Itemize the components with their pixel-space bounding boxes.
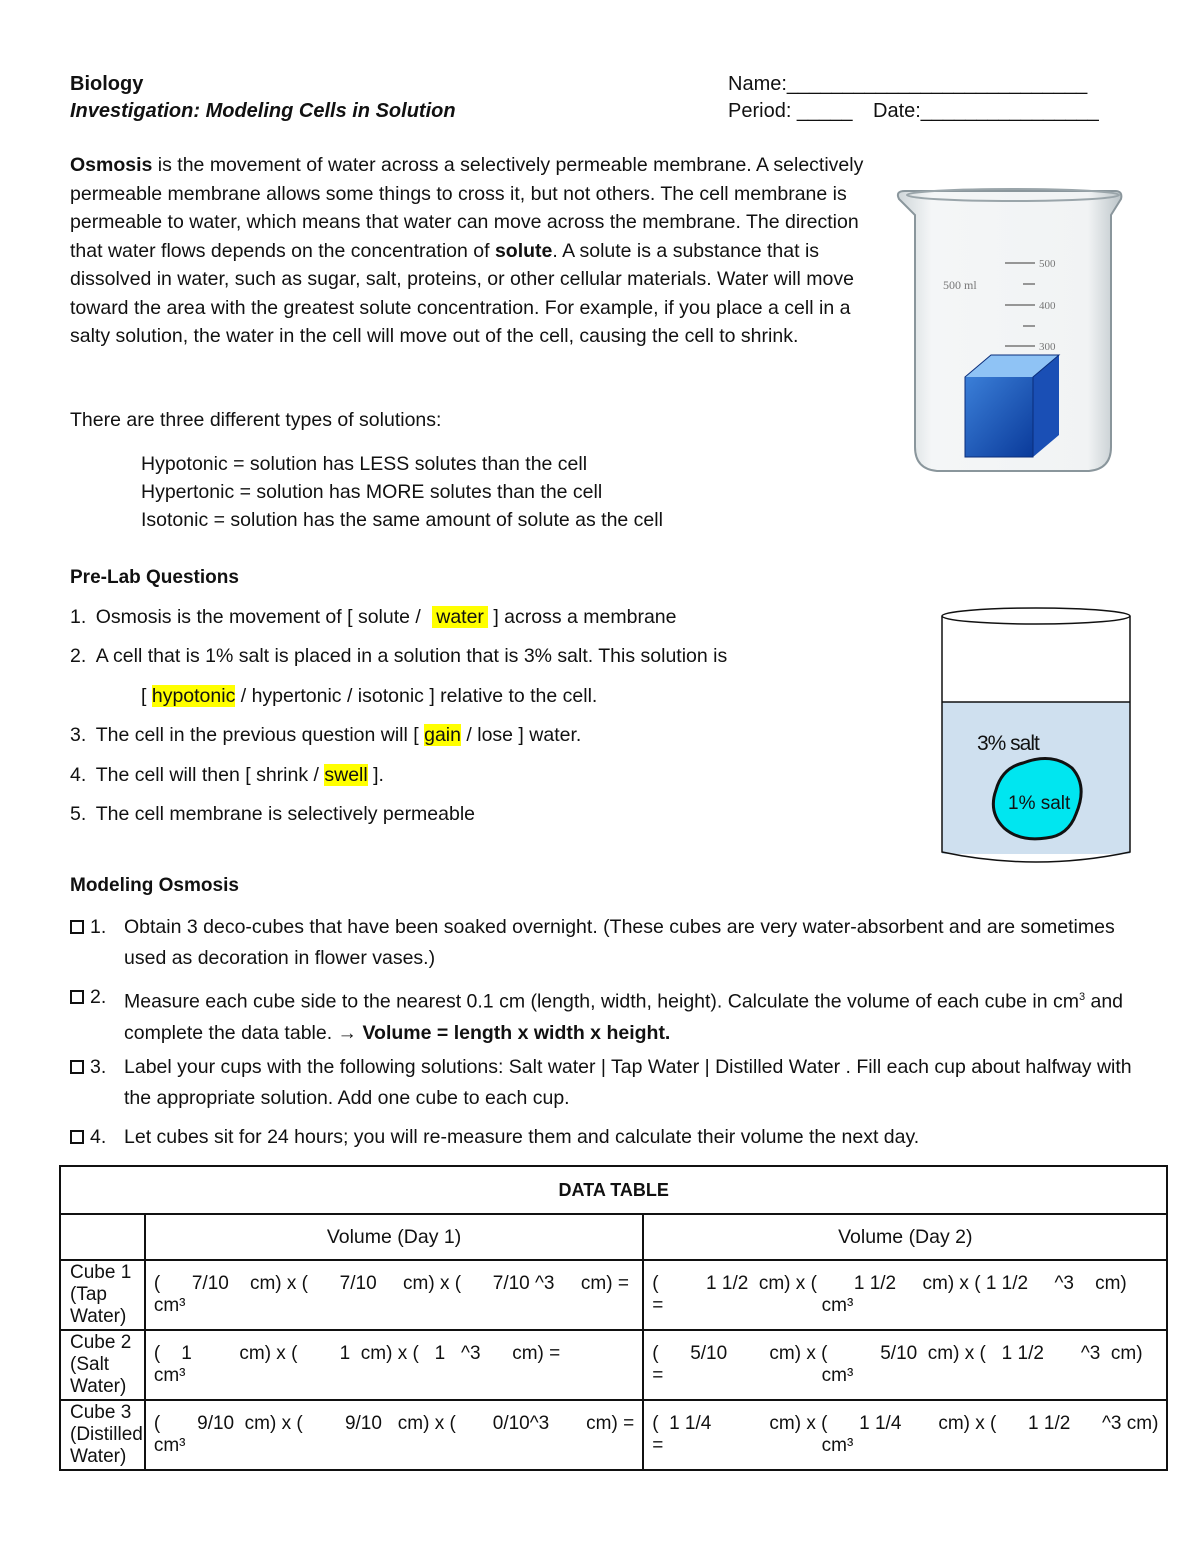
question-text: ] across a membrane <box>487 606 677 628</box>
beaker-volume-label: 500 ml <box>943 278 977 292</box>
answer-highlight: hypotonic <box>151 685 236 707</box>
step-2 <box>70 982 1140 1049</box>
question-text: The cell will then [ shrink / <box>95 764 325 786</box>
step-number: 2. <box>90 986 107 1008</box>
step-3 <box>70 1052 1140 1114</box>
table-row <box>60 1400 1167 1470</box>
solute-term: solute <box>494 239 553 262</box>
solutions-intro: There are three different types of solutions: <box>70 409 442 431</box>
data-table-title: DATA TABLE <box>60 1166 1167 1214</box>
cup-diagram <box>940 606 1132 868</box>
question-number: 2. <box>70 645 87 667</box>
question-number: 5. <box>70 803 87 825</box>
day2-volume-cell[interactable]: ( 1 1/4 cm) x ( 1 1/4 cm) x ( 1 1/2 ^3 cm) = cm³ <box>643 1400 1167 1470</box>
question-text: The cell membrane is selectively permeable <box>95 803 476 825</box>
intro-text-1: is the movement of water across a selectively permeable membrane. A selectively permeable membrane allows some things to cross it, but not others. The cell membrane is permeable to water, which means that water can move across the membrane. The direction that water flows depends on the concentration of <box>70 154 864 262</box>
name-field: Name:___________________________ <box>728 73 1088 95</box>
table-row <box>60 1260 1167 1330</box>
beaker-mark-300: 300 <box>1039 341 1056 353</box>
step-3-checkbox[interactable] <box>70 1060 84 1074</box>
table-row <box>60 1330 1167 1400</box>
question-text: / hypertonic / isotonic ] relative to the cell. <box>235 685 598 707</box>
prelab-question-2 <box>70 645 727 668</box>
investigation-title: Investigation: Modeling Cells in Solution <box>70 100 456 122</box>
subject-heading: Biology <box>70 73 144 95</box>
column-header-day2: Volume (Day 2) <box>643 1214 1167 1260</box>
row-label: Cube 3 (Distilled Water) <box>60 1400 145 1470</box>
prelab-question-3 <box>70 724 581 747</box>
step-1-checkbox[interactable] <box>70 920 84 934</box>
modeling-heading: Modeling Osmosis <box>70 875 239 896</box>
prelab-question-4 <box>70 764 384 787</box>
answer-highlight: gain <box>424 724 461 746</box>
beaker-image <box>893 185 1125 480</box>
beaker-mark-500: 500 <box>1039 258 1056 270</box>
hypertonic-definition: Hypertonic = solution has MORE solutes than the cell <box>141 481 603 503</box>
step-text: Obtain 3 deco-cubes that have been soaked overnight. (These cubes are very water-absorbent and are sometimes used as decoration in flower vases.) <box>124 916 1115 969</box>
prelab-question-1 <box>70 606 677 629</box>
question-text: The cell in the previous question will [ <box>95 724 425 746</box>
outer-solution-label: 3% salt <box>977 732 1039 755</box>
question-text: A cell that is 1% salt is placed in a solution that is 3% salt. This solution is <box>95 645 728 667</box>
column-header-day1: Volume (Day 1) <box>145 1214 643 1260</box>
question-number: 1. <box>70 606 87 628</box>
question-text: [ <box>141 685 152 707</box>
step-text: Measure each cube side to the nearest 0.1 cm (length, width, height). Calculate the volume of each cube in $cm^3$ and complete the data table. → Volume = length x width x height. <box>124 990 1124 1044</box>
day2-volume-cell[interactable]: ( 1 1/2 cm) x ( 1 1/2 cm) x ( 1 1/2 ^3 cm) = cm³ <box>643 1260 1167 1330</box>
hypotonic-definition: Hypotonic = solution has LESS solutes than the cell <box>141 453 588 475</box>
step-text: Let cubes sit for 24 hours; you will re-measure them and calculate their volume the next day. <box>124 1126 920 1148</box>
step-number: 4. <box>90 1126 107 1148</box>
row-label: Cube 1 (Tap Water) <box>60 1260 145 1330</box>
data-table <box>59 1165 1168 1471</box>
question-number: 4. <box>70 764 87 786</box>
prelab-question-2-choices <box>141 685 597 708</box>
step-2-checkbox[interactable] <box>70 990 84 1004</box>
question-text: / lose ] water. <box>460 724 582 746</box>
step-4 <box>70 1122 1140 1153</box>
answer-highlight: water <box>432 606 488 628</box>
row-label: Cube 2 (Salt Water) <box>60 1330 145 1400</box>
osmosis-term: Osmosis <box>70 154 153 176</box>
step-number: 3. <box>90 1056 107 1078</box>
day1-volume-cell[interactable]: ( 7/10 cm) x ( 7/10 cm) x ( 7/10 ^3 cm) = cm³ <box>145 1260 643 1330</box>
step-number: 1. <box>90 916 107 938</box>
step-4-checkbox[interactable] <box>70 1130 84 1144</box>
step-1 <box>70 912 1140 974</box>
blank-header-cell <box>60 1214 145 1260</box>
period-field: Period: _____ <box>728 100 853 122</box>
date-field: Date:________________ <box>873 100 1099 122</box>
step-text: Label your cups with the following solutions: Salt water | Tap Water | Distilled Water . Fill each cup about halfway with the appropriate solution. Add one cube to each cup. <box>124 1056 1132 1109</box>
question-text: Osmosis is the movement of [ solute / <box>95 606 427 628</box>
day2-volume-cell[interactable]: ( 5/10 cm) x ( 5/10 cm) x ( 1 1/2 ^3 cm) = cm³ <box>643 1330 1167 1400</box>
intro-paragraph <box>70 151 875 351</box>
cell-label: 1% salt <box>1008 793 1071 814</box>
beaker-mark-400: 400 <box>1039 300 1056 312</box>
question-number: 3. <box>70 724 87 746</box>
day1-volume-cell[interactable]: ( 1 cm) x ( 1 cm) x ( 1 ^3 cm) = cm³ <box>145 1330 643 1400</box>
question-text: ]. <box>367 764 384 786</box>
day1-volume-cell[interactable]: ( 9/10 cm) x ( 9/10 cm) x ( 0/10^3 cm) = cm³ <box>145 1400 643 1470</box>
isotonic-definition: Isotonic = solution has the same amount of solute as the cell <box>141 509 663 531</box>
deco-cube <box>965 355 1059 457</box>
prelab-question-5 <box>70 803 475 826</box>
intro-text-2: . A solute is a substance that is dissolved in water, such as sugar, salt, proteins, or other cellular materials. Water will move toward the area with the greatest solute concentration. For example, if you place a cell in a salty solution, the water in the cell will move out of the cell, causing the cell to shrink. <box>70 239 854 347</box>
prelab-heading: Pre-Lab Questions <box>70 567 239 588</box>
answer-highlight: swell <box>324 764 368 786</box>
